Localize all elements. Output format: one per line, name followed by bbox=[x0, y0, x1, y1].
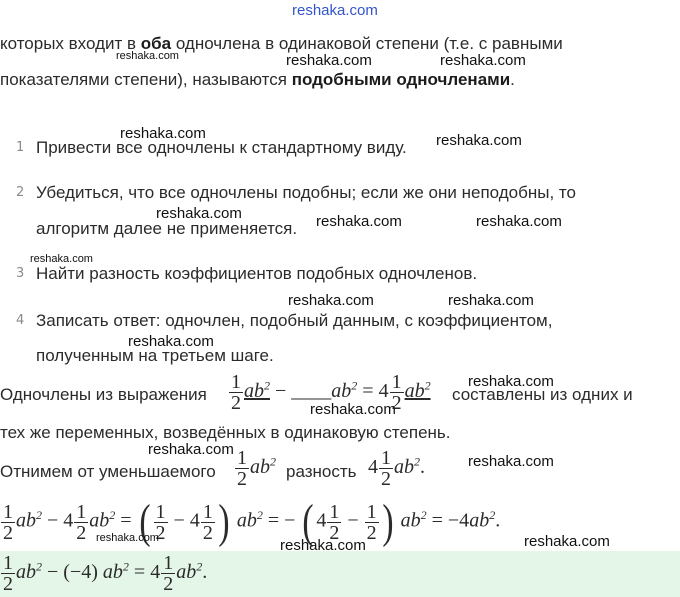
watermark: reshaka.com bbox=[148, 441, 234, 458]
intro-line-2 bbox=[0, 70, 515, 90]
watermark: reshaka.com bbox=[524, 533, 610, 550]
step-text-4: Записать ответ: одночлен, подобный данным, с коэффициентом, bbox=[36, 311, 553, 330]
expression-given: $\frac{1}{2}$ $ab^2$ − $\_\_\_\_ab^2 = 4$ $\frac{1}{2}$ $ab^2$ bbox=[231, 371, 431, 414]
watermark: reshaka.com bbox=[280, 537, 366, 554]
calculation-line: $\frac{1}{2}$ $ab^2 - 4$ $\frac{1}{2}$ $ab^2$ = ( $\frac{1}{2}$ − 4 $\frac{1}{2}$ ) $ab^2$ = − ( 4 $\frac{1}{2}$ − $\frac{1}{2}$ ) $ab^2 = -4ab^2$. bbox=[3, 495, 501, 548]
step-text-2-cont: алгоритм далее не применяется. bbox=[36, 219, 298, 238]
para1-tail: составлены из одних и bbox=[452, 385, 633, 404]
watermark: reshaka.com bbox=[286, 52, 372, 69]
step-number-4: 4 bbox=[16, 313, 25, 328]
watermark: reshaka.com bbox=[476, 213, 562, 230]
watermark: reshaka.com bbox=[440, 52, 526, 69]
watermark: reshaka.com bbox=[468, 373, 554, 390]
watermark: reshaka.com bbox=[120, 125, 206, 142]
step-text-3: Найти разность коэффициентов подобных одночленов. bbox=[36, 264, 478, 283]
intro-text: которых входит в bbox=[0, 34, 141, 53]
para1-lead: Одночлены из выражения bbox=[0, 385, 207, 404]
watermark: reshaka.com bbox=[436, 132, 522, 149]
watermark-top[interactable]: reshaka.com bbox=[292, 2, 378, 19]
watermark: reshaka.com bbox=[448, 292, 534, 309]
watermark: reshaka.com bbox=[316, 213, 402, 230]
para1-line2: тех же переменных, возведённых в одинаковую степень. bbox=[0, 423, 451, 442]
step-number-2: 2 bbox=[16, 185, 25, 200]
intro-bold-both: оба bbox=[140, 34, 172, 53]
intro-text: показателями степени), называются bbox=[0, 70, 292, 89]
para2-lead: Отнимем от уменьшаемого bbox=[0, 462, 216, 481]
expression-minuend: $\frac{1}{2}$ $ab^2$ bbox=[237, 447, 276, 490]
intro-text: одночлена в одинаковой степени (т.е. с равными bbox=[171, 34, 563, 53]
watermark: reshaka.com bbox=[156, 205, 242, 222]
monomial-underlined: $ab^2$ bbox=[244, 378, 270, 403]
watermark: reshaka.com bbox=[468, 453, 554, 470]
intro-text: . bbox=[510, 70, 515, 89]
monomial-underlined: $ab^2$ bbox=[404, 378, 431, 403]
fraction-half: $\frac{1}{2}$ bbox=[231, 371, 241, 414]
watermark: reshaka.com bbox=[96, 532, 159, 544]
step-number-1: 1 bbox=[16, 140, 25, 155]
fraction-half: $\frac{1}{2}$ bbox=[391, 371, 402, 414]
intro-line-1 bbox=[0, 34, 563, 54]
watermark: reshaka.com bbox=[310, 401, 396, 418]
step-text-1: Привести все одночлены к стандартному виду. bbox=[36, 138, 407, 157]
step-number-3: 3 bbox=[16, 266, 25, 281]
watermark: reshaka.com bbox=[30, 253, 93, 265]
blank-placeholder: ____ bbox=[291, 380, 332, 403]
term-similar-monomials: подобными одночленами bbox=[291, 70, 511, 89]
step-text-4-cont: полученным на третьем шаге. bbox=[36, 346, 274, 365]
watermark: reshaka.com bbox=[128, 333, 214, 350]
watermark: reshaka.com bbox=[288, 292, 374, 309]
para2-mid: разность bbox=[286, 462, 357, 481]
answer-expression: $\frac{1}{2}$ $ab^2 - (-4) ab^2 = 4$ $\frac{1}{2}$ $ab^2$. bbox=[3, 552, 208, 595]
expression-difference: 4 $\frac{1}{2}$ $ab^2$. bbox=[368, 447, 425, 490]
step-text-2: Убедиться, что все одночлены подобны; если же они неподобны, то bbox=[36, 183, 576, 202]
watermark: reshaka.com bbox=[116, 50, 179, 62]
